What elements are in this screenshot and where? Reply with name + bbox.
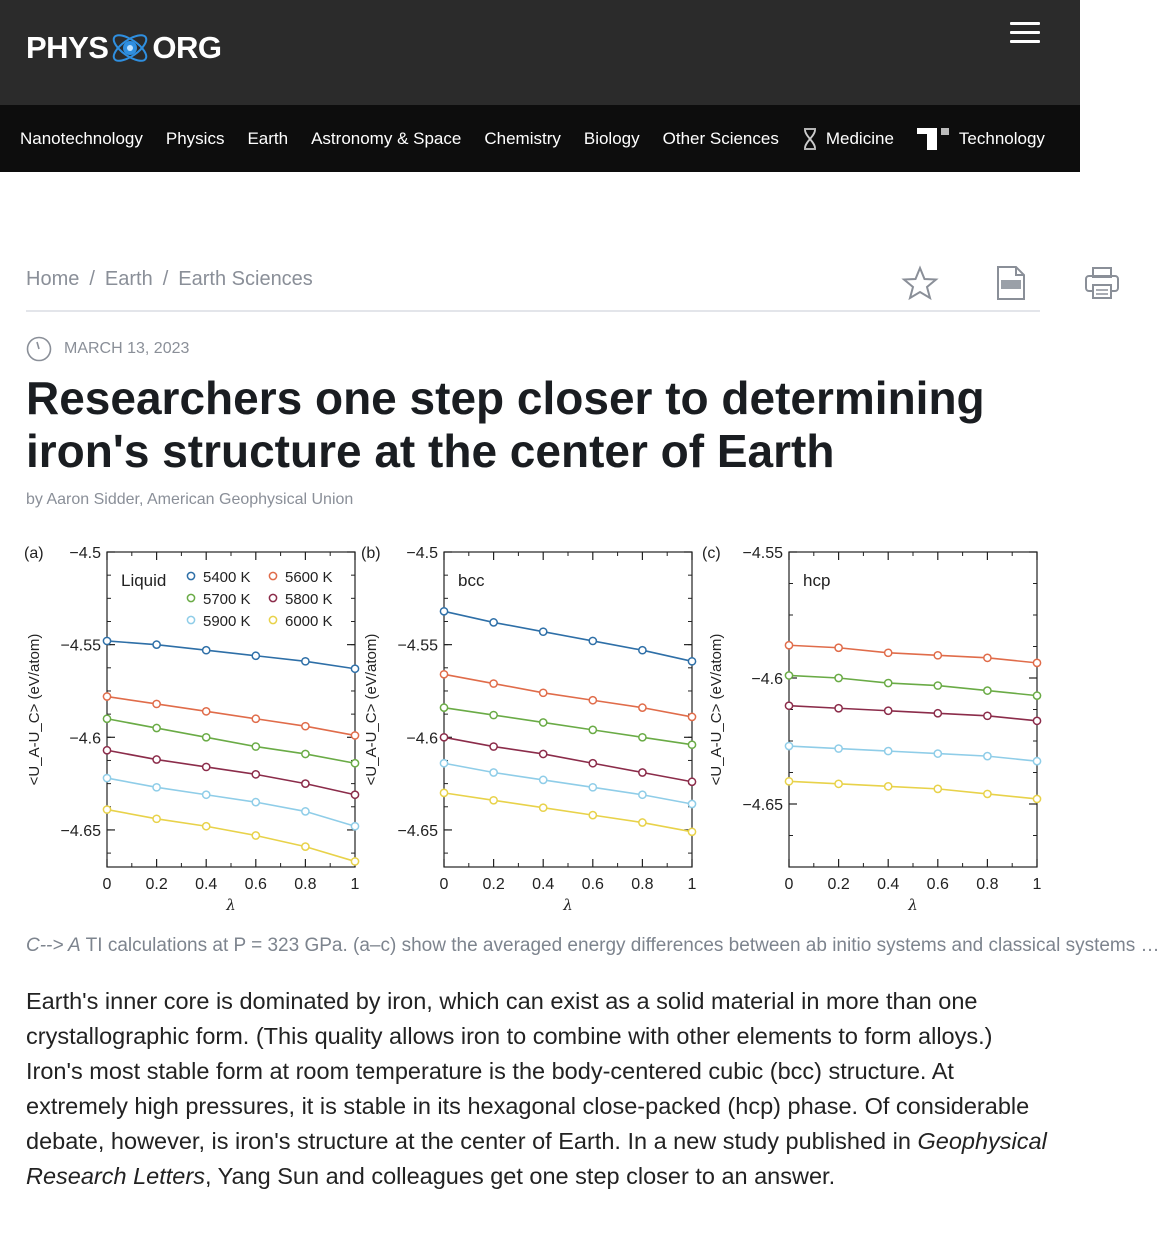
data-point xyxy=(490,619,497,626)
data-point xyxy=(351,823,358,830)
legend-marker xyxy=(187,572,194,579)
data-point xyxy=(103,806,110,813)
data-point xyxy=(103,637,110,644)
data-point xyxy=(302,808,309,815)
panel-label: (c) xyxy=(702,545,721,562)
data-point xyxy=(984,712,991,719)
data-point xyxy=(490,769,497,776)
data-point xyxy=(639,769,646,776)
data-point xyxy=(885,679,892,686)
x-tick-label: 0.4 xyxy=(877,876,900,893)
data-point xyxy=(934,710,941,717)
legend-label: 6000 K xyxy=(285,613,333,630)
phase-label: Liquid xyxy=(121,571,167,590)
data-point xyxy=(785,742,792,749)
logo-text-left: PHYS xyxy=(26,30,109,65)
data-point xyxy=(934,682,941,689)
data-point xyxy=(351,858,358,865)
x-tick-label: 0 xyxy=(102,876,112,893)
data-point xyxy=(153,700,160,707)
article-body: Earth's inner core is dominated by iron, which can exist as a solid material in more than one crystallographic form. (This quality allows iron to combine with other elements to form alloys.) Iron's most stable form at room temperature is the body-centered cubic (bcc) structure. At extremely high pressures, it is stable in its hexagonal close-packed (hcp) phase. Of considerable debate, however, is iron's structure at the center of Earth. In a new study published in Geophysical Research Letters, Yang Sun and colleagues get one step closer to an answer. xyxy=(26,988,1047,1189)
data-point xyxy=(885,707,892,714)
data-point xyxy=(639,704,646,711)
hamburger-menu-icon[interactable] xyxy=(1010,22,1040,44)
article-figure[interactable] xyxy=(20,534,1050,919)
data-point xyxy=(252,799,259,806)
data-point xyxy=(203,763,210,770)
data-point xyxy=(589,760,596,767)
series-line xyxy=(444,708,692,745)
site-logo[interactable] xyxy=(26,24,222,72)
series-line xyxy=(444,674,692,717)
atom-icon xyxy=(110,24,150,72)
series-line xyxy=(789,706,1037,721)
breadcrumb-home[interactable]: Home xyxy=(26,268,80,290)
figure-caption: C--> A TI calculations at P = 323 GPa. (a–c) show the averaged energy differences between ab initio systems and classical systems … xyxy=(26,935,1160,956)
data-point xyxy=(1033,659,1040,666)
data-point xyxy=(440,671,447,678)
data-point xyxy=(835,745,842,752)
data-point xyxy=(490,797,497,804)
data-point xyxy=(302,750,309,757)
data-point xyxy=(984,687,991,694)
legend-marker xyxy=(269,594,276,601)
data-point xyxy=(302,780,309,787)
logo-text-right: ORG xyxy=(152,30,222,65)
data-point xyxy=(835,644,842,651)
y-axis-label: <U_A-U_C> (eV/atom) xyxy=(363,633,380,786)
series-line xyxy=(789,645,1037,663)
data-point xyxy=(639,791,646,798)
data-point xyxy=(1033,692,1040,699)
data-point xyxy=(540,776,547,783)
category-nav xyxy=(0,105,1080,172)
data-point xyxy=(688,778,695,785)
data-point xyxy=(103,693,110,700)
series-line xyxy=(789,675,1037,695)
data-point xyxy=(153,815,160,822)
nav-medicine[interactable]: Medicine xyxy=(802,128,894,150)
series-line xyxy=(444,611,692,661)
data-point xyxy=(153,756,160,763)
data-point xyxy=(589,812,596,819)
data-point xyxy=(688,828,695,835)
legend-label: 5900 K xyxy=(203,613,251,630)
legend-label: 5400 K xyxy=(203,569,251,586)
clock-icon xyxy=(26,336,52,362)
x-tick-label: 0.4 xyxy=(195,876,218,893)
data-point xyxy=(688,658,695,665)
series-line xyxy=(107,697,355,736)
dna-icon xyxy=(802,128,818,150)
data-point xyxy=(835,674,842,681)
nav-nanotechnology[interactable]: Nanotechnology xyxy=(20,128,143,148)
y-tick-label: −4.6 xyxy=(69,730,101,748)
y-tick-label: −4.65 xyxy=(742,797,783,814)
y-tick-label: −4.5 xyxy=(69,545,101,562)
plot-frame xyxy=(789,552,1037,867)
nav-astronomy-space[interactable]: Astronomy & Space xyxy=(311,128,462,148)
data-point xyxy=(490,680,497,687)
x-tick-label: 1 xyxy=(1032,876,1042,893)
legend-marker xyxy=(187,616,194,623)
data-point xyxy=(351,665,358,672)
data-point xyxy=(440,789,447,796)
data-point xyxy=(351,791,358,798)
breadcrumb-separator: / xyxy=(89,268,95,290)
data-point xyxy=(252,743,259,750)
series-line xyxy=(789,781,1037,799)
data-point xyxy=(589,726,596,733)
data-point xyxy=(440,608,447,615)
panel-label: (a) xyxy=(24,545,44,562)
phase-label: bcc xyxy=(458,571,485,590)
data-point xyxy=(835,705,842,712)
y-axis-label: <U_A-U_C> (eV/atom) xyxy=(708,633,725,786)
data-point xyxy=(688,800,695,807)
data-point xyxy=(351,732,358,739)
data-point xyxy=(688,741,695,748)
x-tick-label: 0.6 xyxy=(244,876,267,893)
data-point xyxy=(885,783,892,790)
data-point xyxy=(688,713,695,720)
data-point xyxy=(302,658,309,665)
x-tick-label: 0.6 xyxy=(581,876,604,893)
data-point xyxy=(203,823,210,830)
article-title: Researchers one step closer to determining iron's structure at the center of Earth xyxy=(26,372,985,477)
data-point xyxy=(934,652,941,659)
x-tick-label: 0.8 xyxy=(976,876,999,893)
legend-label: 5700 K xyxy=(203,591,251,608)
data-point xyxy=(540,689,547,696)
data-point xyxy=(203,708,210,715)
data-point xyxy=(589,784,596,791)
legend-marker xyxy=(269,572,276,579)
x-tick-label: 0.2 xyxy=(482,876,505,893)
series-line xyxy=(107,641,355,669)
legend-label: 5800 K xyxy=(285,591,333,608)
breadcrumb-separator: / xyxy=(162,268,169,290)
data-point xyxy=(103,774,110,781)
divider xyxy=(26,310,1040,312)
data-point xyxy=(440,704,447,711)
journal-name: Geophysical Research Letters xyxy=(26,1128,1047,1189)
data-point xyxy=(103,747,110,754)
phase-label: hcp xyxy=(803,571,831,590)
breadcrumb xyxy=(26,268,313,291)
tech-logo-icon xyxy=(917,128,951,150)
y-tick-label: −4.6 xyxy=(406,730,438,748)
legend-marker xyxy=(187,594,194,601)
x-tick-label: 1 xyxy=(687,876,697,893)
data-point xyxy=(302,723,309,730)
data-point xyxy=(1033,717,1040,724)
data-point xyxy=(885,747,892,754)
pdf-icon[interactable] xyxy=(996,266,1026,300)
breadcrumb-earth-sciences[interactable]: Earth Sciences xyxy=(178,268,313,290)
data-point xyxy=(540,750,547,757)
data-point xyxy=(934,750,941,757)
panel-label: (b) xyxy=(361,545,381,562)
publish-date: MARCH 13, 2023 xyxy=(26,336,189,362)
data-point xyxy=(351,760,358,767)
nav-earth[interactable]: Earth xyxy=(247,128,289,148)
nav-technology[interactable]: Technology xyxy=(917,128,1045,150)
x-axis-label: λ xyxy=(226,896,236,914)
nav-physics[interactable]: Physics xyxy=(165,128,225,148)
data-point xyxy=(490,743,497,750)
data-point xyxy=(440,734,447,741)
x-tick-label: 0.2 xyxy=(145,876,168,893)
byline: by Aaron Sidder, American Geophysical Union xyxy=(26,491,354,508)
x-tick-label: 0.6 xyxy=(926,876,949,893)
x-tick-label: 1 xyxy=(350,876,360,893)
data-point xyxy=(153,724,160,731)
data-point xyxy=(252,715,259,722)
y-tick-label: −4.65 xyxy=(60,822,101,840)
y-tick-label: −4.55 xyxy=(60,637,101,655)
site-header xyxy=(0,0,1080,105)
series-line xyxy=(444,793,692,832)
nav-other-sciences[interactable]: Other Sciences xyxy=(662,128,779,148)
data-point xyxy=(785,702,792,709)
series-line xyxy=(789,746,1037,761)
print-icon[interactable] xyxy=(1084,266,1120,300)
data-point xyxy=(153,641,160,648)
data-point xyxy=(589,637,596,644)
data-point xyxy=(540,719,547,726)
x-axis-label: λ xyxy=(563,896,573,914)
data-point xyxy=(252,832,259,839)
data-point xyxy=(885,649,892,656)
data-point xyxy=(639,734,646,741)
data-point xyxy=(302,843,309,850)
x-tick-label: 0.2 xyxy=(827,876,850,893)
x-tick-label: 0.8 xyxy=(294,876,317,893)
data-point xyxy=(490,711,497,718)
nav-biology[interactable]: Biology xyxy=(583,128,640,148)
data-point xyxy=(934,785,941,792)
x-tick-label: 0.8 xyxy=(631,876,654,893)
legend-marker xyxy=(269,616,276,623)
breadcrumb-earth[interactable]: Earth xyxy=(104,268,153,290)
data-point xyxy=(153,784,160,791)
nav-chemistry[interactable]: Chemistry xyxy=(484,128,561,148)
y-tick-label: −4.5 xyxy=(406,545,438,562)
data-point xyxy=(589,697,596,704)
data-point xyxy=(639,819,646,826)
data-point xyxy=(203,791,210,798)
data-point xyxy=(984,654,991,661)
data-point xyxy=(1033,795,1040,802)
data-point xyxy=(835,780,842,787)
data-point xyxy=(785,778,792,785)
data-point xyxy=(984,753,991,760)
data-point xyxy=(785,672,792,679)
data-point xyxy=(540,804,547,811)
data-point xyxy=(984,790,991,797)
data-point xyxy=(203,734,210,741)
legend-label: 5600 K xyxy=(285,569,333,586)
x-tick-label: 0 xyxy=(439,876,449,893)
data-point xyxy=(252,771,259,778)
data-point xyxy=(540,628,547,635)
data-point xyxy=(785,642,792,649)
series-line xyxy=(444,737,692,781)
data-point xyxy=(103,715,110,722)
x-axis-label: λ xyxy=(908,896,918,914)
star-icon[interactable] xyxy=(902,266,938,300)
y-axis-label: <U_A-U_C> (eV/atom) xyxy=(26,633,43,786)
data-point xyxy=(1033,758,1040,765)
article-tools xyxy=(902,266,1120,300)
x-tick-label: 0 xyxy=(784,876,794,893)
y-tick-label: −4.55 xyxy=(397,637,438,655)
series-line xyxy=(107,810,355,862)
y-tick-label: −4.65 xyxy=(397,822,438,840)
y-tick-label: −4.6 xyxy=(751,671,783,688)
data-point xyxy=(203,647,210,654)
data-point xyxy=(252,652,259,659)
series-line xyxy=(107,778,355,826)
x-tick-label: 0.4 xyxy=(532,876,555,893)
data-point xyxy=(440,760,447,767)
y-tick-label: −4.55 xyxy=(742,545,783,562)
data-point xyxy=(639,647,646,654)
